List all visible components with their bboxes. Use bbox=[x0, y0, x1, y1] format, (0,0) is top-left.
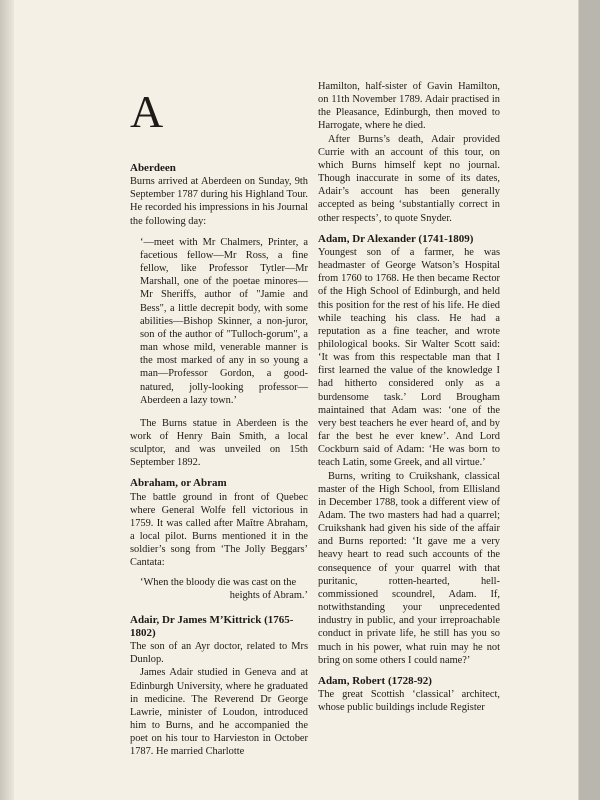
entry-body-adair-cont: Hamilton, half-sister of Gavin Hamilton, on 11th November 1789. Adair practised in the Pleasance, Edinburgh, then moved to Harrogate, where he died. bbox=[318, 81, 500, 132]
song-quote-line-1: ‘When the bloody die was cast on the bbox=[140, 576, 297, 588]
entry-body-statue: The Burns statue in Aberdeen is the work of Henry Bain Smith, a local sculptor, and was unveiled on 15th September 1892. bbox=[130, 417, 308, 469]
entry-body-adair-2: James Adair studied in Geneva and at Edinburgh University, where he graduated in medicine. The Reverend Dr George Lawrie, minister of Loudon, introduced him to Burns, and he accompanied the poet on his tour to Harvieston in October 1787. He married Charlotte bbox=[130, 667, 308, 758]
entry-body-adam-robert: The great Scottish ‘classical’ architect, whose public buildings include Register bbox=[318, 689, 500, 714]
entry-heading-adam-robert: Adam, Robert (1728-92) bbox=[318, 674, 432, 687]
entry-heading-abraham: Abraham, or Abram bbox=[130, 477, 227, 490]
entry-heading-adam-alexander: Adam, Dr Alexander (1741-1809) bbox=[318, 232, 474, 245]
section-letter: A bbox=[130, 86, 164, 137]
journal-quote: ‘—meet with Mr Chalmers, Printer, a facetious fellow—Mr Ross, a fine fellow, like Professor Tytler—Mr Marshall, one of the poetae minores—Mr Sheriffs, author of "Jamie and Bess", a little decrepit body, with some abilities—Bishop Skinner, a non-juror, son of the author of "Tulloch-gorum", a man whose mild, venerable manner is the most marked of any in so young a man—Professor Gordon, a good-natured, jolly-looking professor—Aberdeen a lazy town.’ bbox=[140, 236, 308, 406]
entry-body-adam-alexander-2: Burns, writing to Cruikshank, classical master of the High School, from Ellisland in December 1788, took a different view of Adam. The two masters had had a quarrel; Cruikshank had given his side of the affair and Burns reported: ‘It gave me a very heavy heart to read such accounts of the consequence of your quarrel with that puritanic, rotten-hearted, hell-commissioned scoundrel, Adam. If, notwithstanding your unprecedented industry in public, and your irreproachable conduct in private life, he still has you so much in his power, what ruin may he not bring on some others I could name?’ bbox=[318, 470, 500, 666]
entry-body-adam-alexander: Youngest son of a farmer, he was headmaster of George Watson’s Hospital from 1760 to 1768. He then became Rector of the High School of Edinburgh, and held this position for the rest of his life. He died while teaching his class. He had a reputation as a fine teacher, and wrote philological books. Sir Walter Scott said: ‘It was from this respectable man that I first learned the value of the knowledge I had hitherto considered only as a burdensome task.’ Lord Brougham maintained that Adam was: ‘one of the very best teachers he ever heard of, and by far the best he ever knew’. And Lord Cockburn said of Adam: ‘He was born to teach Latin, some Greek, and all virtue.’ bbox=[318, 246, 500, 469]
entry-body-adair: The son of an Ayr doctor, related to Mrs Dunlop. bbox=[130, 641, 308, 666]
song-quote bbox=[140, 576, 308, 602]
entry-body-aberdeen: Burns arrived at Aberdeen on Sunday, 9th September 1787 during his Highland Tour. He recorded his impressions in his Journal the following day: bbox=[130, 176, 308, 227]
page-gutter bbox=[0, 0, 14, 800]
entry-heading-adair: Adair, Dr James M’Kittrick (1765-1802) bbox=[130, 613, 294, 639]
left-column bbox=[130, 80, 308, 759]
entry-heading-aberdeen: Aberdeen bbox=[130, 162, 176, 174]
entry-body-adair-cont-2: After Burns’s death, Adair provided Currie with an account of this tour, on which Burns himself kept no journal. Though inaccurate in some of its dates, Adair’s account has been generally accepted as being ‘substantially correct in other respects’, to quote Snyder. bbox=[318, 133, 500, 224]
song-quote-line-2: heights of Abram.’ bbox=[229, 589, 308, 601]
entry-body-abraham: The battle ground in front of Quebec where General Wolfe fell victorious in 1759. It was called after Maître Abraham, a local pilot. Burns mentioned it in the soldier’s song from ‘The Jolly Beggars’ Cantata: bbox=[130, 491, 308, 569]
right-column bbox=[318, 80, 500, 714]
